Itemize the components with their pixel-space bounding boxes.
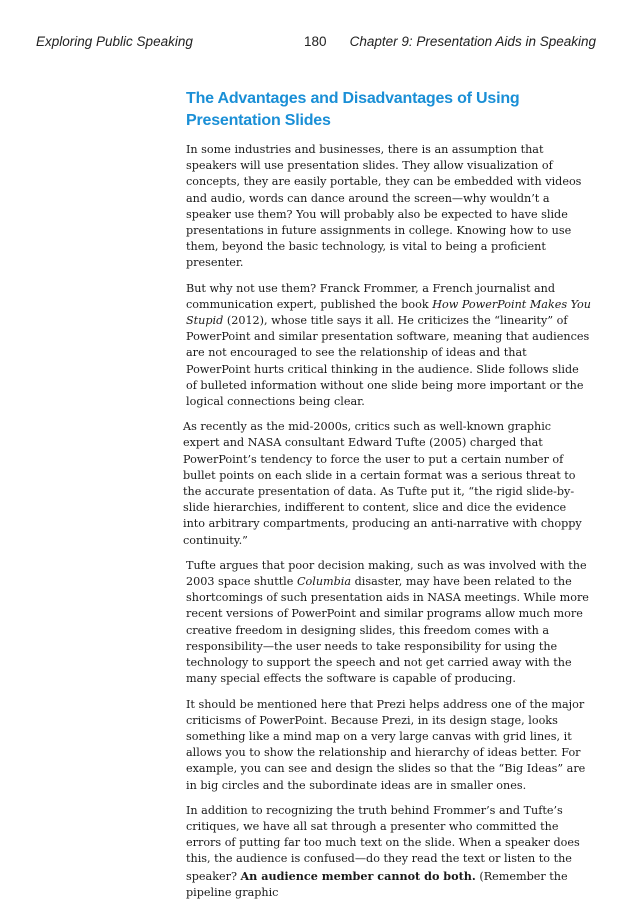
paragraph-4 xyxy=(186,558,591,688)
paragraph-3: As recently as the mid-2000s, critics such as well-known graphic expert and NASA consultant Edward Tufte (2005) charged that PowerPoint’s tendency to force the user to put a certain number of bullet points on each slide in a certain format was a serious threat to the accurate presentation of data. As Tufte put it, “the rigid slide-by-slide hierarchies, indifferent to content, slice and dice the evidence into arbitrary compartments, producing an anti-narrative with choppy continuity.” xyxy=(183,420,582,547)
shuttle-name: Columbia xyxy=(296,575,352,589)
section-heading: The Advantages and Disadvantages of Using Presentation Slides xyxy=(186,90,520,129)
paragraph-4-text-b: disaster, may have been related to the shortcomings of such presentation aids in NASA meetings. While more recent versions of PowerPoint and similar programs allow much more creative freedom in designing slides, this freedom comes with a responsibility—the user needs to take responsibility for using the technology to support the speech and not get carried away with the many special effects the software is capable of producing. xyxy=(186,575,589,686)
book-title-citation: How PowerPoint Makes You Stupid xyxy=(186,297,592,328)
paragraph-2-text-b: (2012), whose title says it all. He criticizes the “linearity” of PowerPoint and similar presentation software, meaning that audiences are not encouraged to see the relationship of ideas and that PowerPoint hurts critical thinking in the audience. Slide follows slide of bulleted information without one slide being more important or the logical connections being clear. xyxy=(186,314,590,409)
running-header xyxy=(36,34,596,54)
emphasis-statement: An audience member cannot do both. xyxy=(240,868,476,883)
paragraph-5: It should be mentioned here that Prezi helps address one of the major criticisms of PowerPoint. Because Prezi, in its design stage, looks something like a mind map on a very large canvas with grid lines, it allows you to show the relationship and hierarchy of ideas better. For example, you can see and design the slides so that the “Big Ideas” are in big circles and the subordinate ideas are in smaller ones. xyxy=(186,697,586,792)
paragraph-2 xyxy=(186,281,591,411)
book-title: Exploring Public Speaking xyxy=(36,34,193,49)
paragraph-6 xyxy=(186,803,591,901)
chapter-title: Chapter 9: Presentation Aids in Speaking xyxy=(349,34,596,49)
paragraph-4-text-a: Tufte argues that poor decision making, such as was involved with the 2003 space shuttle xyxy=(186,558,587,589)
page-body xyxy=(183,88,592,910)
paragraph-6-text-a: In addition to recognizing the truth behind Frommer’s and Tufte’s critiques, we have all sat through a presenter who committed the errors of putting far too much text on the slide. When a speaker does this, the audience is confused—do they read the text or listen to the speaker? xyxy=(186,803,580,883)
paragraph-6-text-b: (Remember the pipeline graphic xyxy=(186,869,568,899)
paragraph-2-text-a: But why not use them? Franck Frommer, a French journalist and communication expert, published the book xyxy=(186,281,556,311)
paragraph-1: In some industries and businesses, there is an assumption that speakers will use presentation slides. They allow visualization of concepts, they are easily portable, they can be embedded with videos and audio, words can dance around the screen—why wouldn’t a speaker use them? You will probably also be expected to have slide presentations in future assignments in college. Knowing how to use them, beyond the basic technology, is vital to being a proficient presenter. xyxy=(186,143,582,270)
page-number: 180 xyxy=(304,34,327,49)
